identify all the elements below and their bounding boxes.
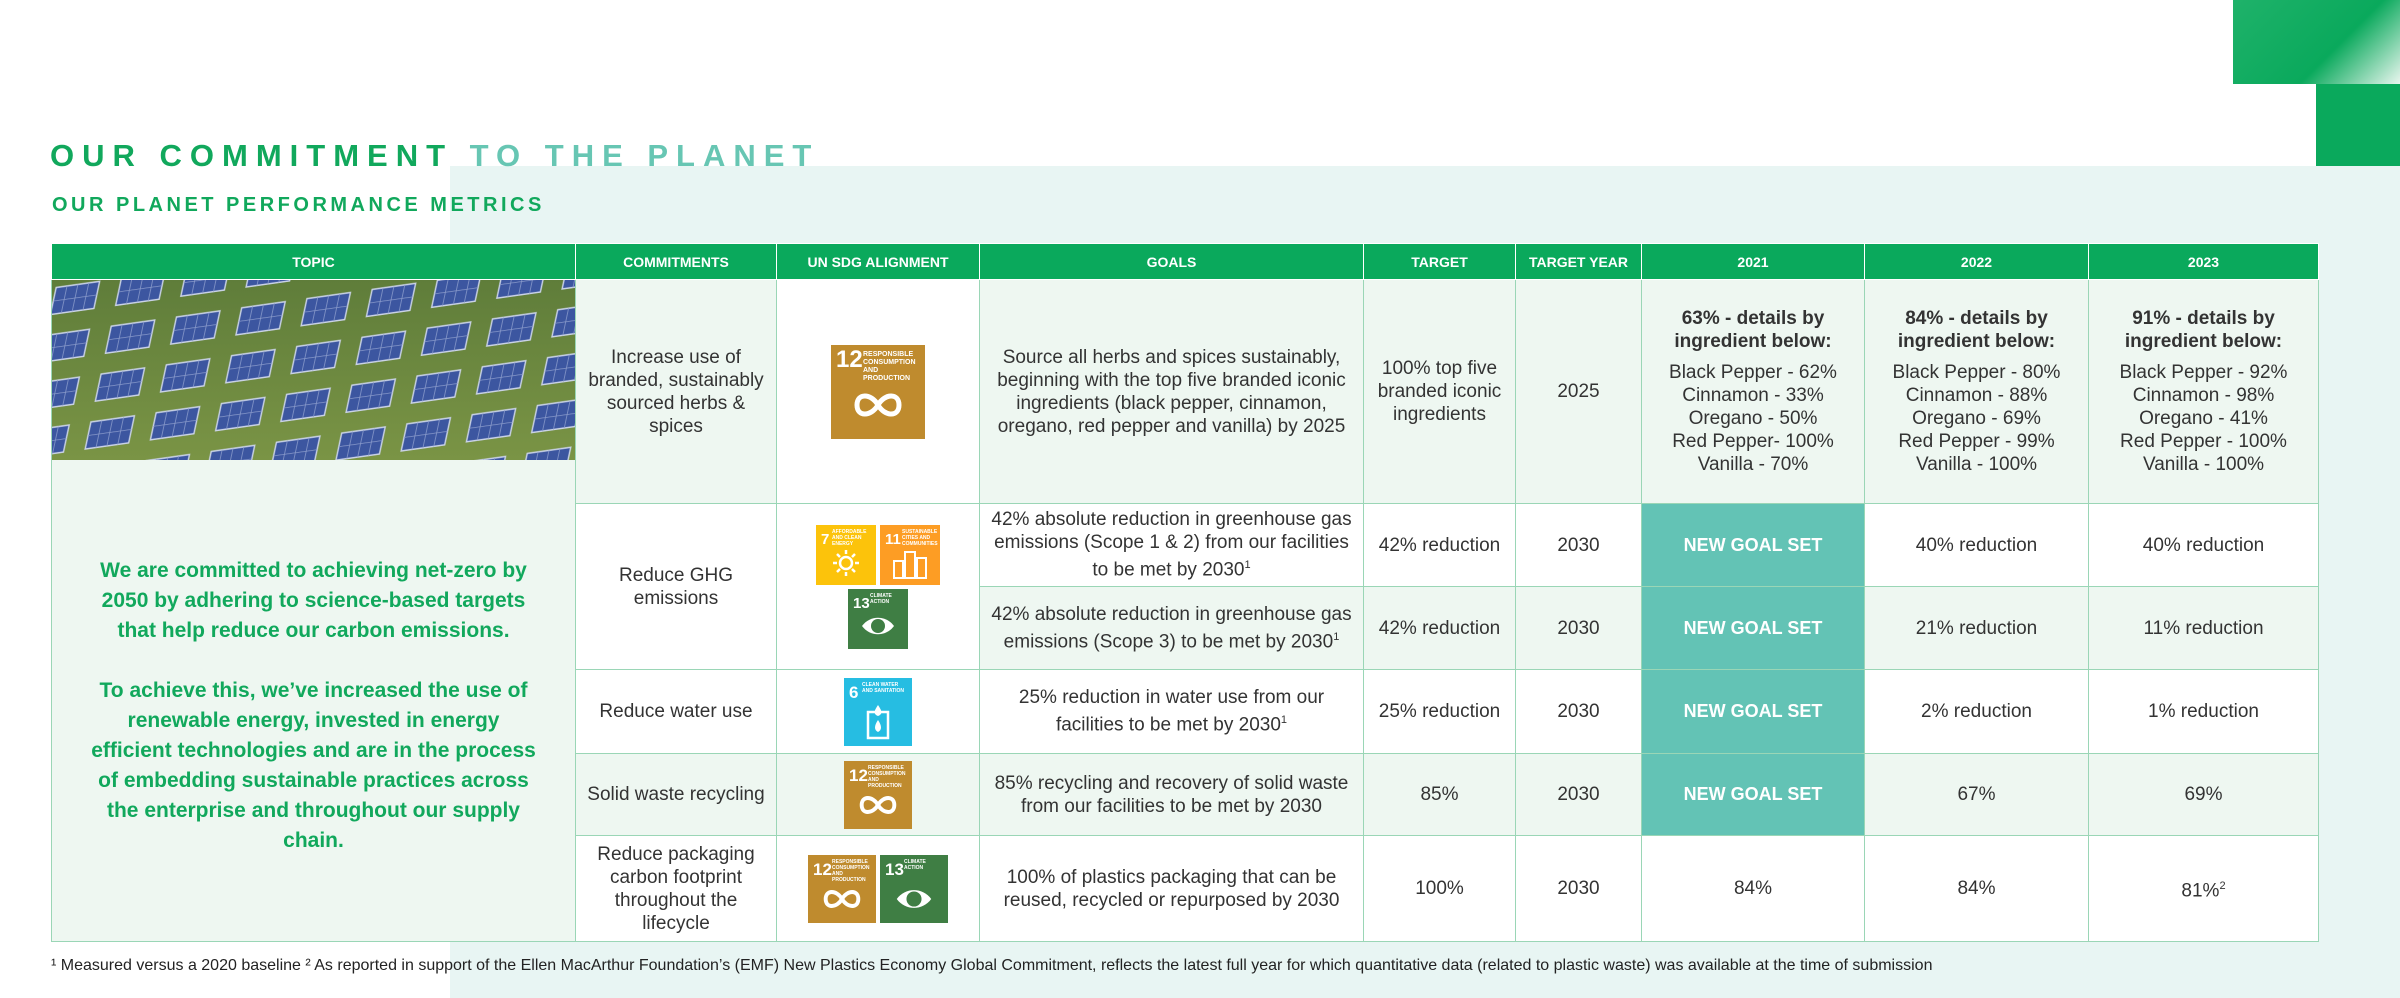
y2023-herbs — [2089, 280, 2319, 504]
sdg-cell-herbs — [777, 280, 980, 504]
target-ghg-scope3: 42% reduction — [1364, 587, 1516, 670]
infinity-icon — [853, 387, 903, 423]
sdg-icons-packaging — [785, 855, 971, 923]
year-waste: 2030 — [1516, 754, 1642, 836]
header-goals: GOALS — [980, 244, 1364, 280]
y2021-ghg-scope3: NEW GOAL SET — [1642, 587, 1865, 670]
list-item: Vanilla - 100% — [1915, 454, 2038, 475]
y2022-herbs — [1865, 280, 2089, 504]
topic-text-netzero: We are committed to achieving net-zero by 2050 by adhering to science-based targets that help reduce our carbon emissions. — [100, 559, 527, 642]
y2021-ghg-scope12: NEW GOAL SET — [1642, 504, 1865, 587]
y2021-packaging: 84% — [1642, 836, 1865, 942]
goal-ghg-scope3: 42% absolute reduction in greenhouse gas emissions (Scope 3) to be met by 2030$^1$ — [980, 587, 1364, 670]
sdg13-number: 13 — [853, 594, 870, 612]
list-item: Red Pepper- 100% — [1672, 431, 1834, 452]
y2021-waste: NEW GOAL SET — [1642, 754, 1865, 836]
goal-waste: 85% recycling and recovery of solid waste from our facilities to be met by 2030 — [980, 754, 1364, 836]
header-target-year: TARGET YEAR — [1516, 244, 1642, 280]
sdg12-label: RESPONSIBLE CONSUMPTION AND PRODUCTION — [863, 350, 916, 382]
year-ghg-scope12: 2030 — [1516, 504, 1642, 587]
list-item: Cinnamon - 98% — [2132, 385, 2275, 406]
y2023-ghg-scope12: 40% reduction — [2089, 504, 2319, 587]
header-sdg: UN SDG ALIGNMENT — [777, 244, 980, 280]
year-ghg-scope3: 2030 — [1516, 587, 1642, 670]
sdg-cell-waste — [777, 754, 980, 836]
topic-cell — [52, 280, 576, 942]
eye-globe-icon — [860, 613, 896, 639]
sdg13-icon — [848, 589, 908, 649]
list-item: Black Pepper - 62% — [1669, 362, 1837, 383]
y2022-ghg-scope3: 21% reduction — [1865, 587, 2089, 670]
year-herbs: 2025 — [1516, 280, 1642, 504]
y2023-waste: 69% — [2089, 754, 2319, 836]
sdg13-label: CLIMATE ACTION — [904, 858, 926, 871]
sdg12-icon — [831, 345, 925, 439]
sdg-icons-ghg-top — [816, 525, 940, 585]
year-packaging: 2030 — [1516, 836, 1642, 942]
sdg6-label: CLEAN WATER AND SANITATION — [862, 681, 905, 694]
page-subtitle: OUR PLANET PERFORMANCE METRICS — [52, 194, 545, 216]
header-target: TARGET — [1364, 244, 1516, 280]
target-packaging: 100% — [1364, 836, 1516, 942]
sdg12-icon — [808, 855, 876, 923]
solar-panels-image — [52, 280, 575, 460]
sdg6-icon — [844, 678, 912, 746]
target-waste: 85% — [1364, 754, 1516, 836]
infinity-icon — [822, 885, 862, 913]
sdg12-number: 12 — [836, 345, 863, 373]
commitment-water: Reduce water use — [576, 670, 777, 754]
sdg12-number: 12 — [813, 859, 832, 879]
corner-decoration-lower — [2316, 84, 2400, 166]
infinity-icon — [858, 791, 898, 819]
y2023-ghg-scope3: 11% reduction — [2089, 587, 2319, 670]
list-item: Cinnamon - 88% — [1905, 385, 2048, 406]
header-2023: 2023 — [2089, 244, 2319, 280]
sdg-icons-ghg — [785, 525, 971, 649]
sdg13-number: 13 — [885, 859, 904, 879]
sdg6-number: 6 — [849, 682, 859, 702]
y2021-herbs-head: 63% - details by ingredient below: — [1674, 308, 1832, 352]
list-item: Oregano - 50% — [1688, 408, 1818, 429]
list-item: Oregano - 69% — [1912, 408, 2041, 429]
corner-decoration — [2233, 0, 2400, 84]
sdg12-label: RESPONSIBLE CONSUMPTION AND PRODUCTION — [832, 858, 870, 883]
y2021-herbs — [1642, 280, 1865, 504]
sdg12-label: RESPONSIBLE CONSUMPTION AND PRODUCTION — [868, 764, 906, 789]
commitment-packaging: Reduce packaging carbon footprint throughout the lifecycle — [576, 836, 777, 942]
sdg11-icon — [880, 525, 940, 585]
footnote: ¹ Measured versus a 2020 baseline ² As reported in support of the Ellen MacArthur Foundation’s (EMF) New Plastics Economy Global Commitment, reflects the latest full year for which quantitative data (related to plastic waste) was available at the time of submission — [51, 957, 1933, 974]
sdg7-label: AFFORDABLE AND CLEAN ENERGY — [832, 528, 867, 547]
sdg11-label: SUSTAINABLE CITIES AND COMMUNITIES — [902, 528, 938, 547]
y2022-waste: 67% — [1865, 754, 2089, 836]
commitment-waste: Solid waste recycling — [576, 754, 777, 836]
goal-ghg-scope12: 42% absolute reduction in greenhouse gas emissions (Scope 1 & 2) from our facilities to be met by 2030$^1$ — [980, 504, 1364, 587]
list-item: Black Pepper - 92% — [2119, 362, 2288, 383]
water-drop-icon — [864, 702, 892, 740]
sdg-cell-packaging — [777, 836, 980, 942]
list-item: Oregano - 41% — [2139, 408, 2268, 429]
y2022-packaging: 84% — [1865, 836, 2089, 942]
header-commitments: COMMITMENTS — [576, 244, 777, 280]
sdg12-number: 12 — [849, 765, 868, 785]
y2021-water: NEW GOAL SET — [1642, 670, 1865, 754]
sdg11-number: 11 — [885, 530, 901, 548]
target-water: 25% reduction — [1364, 670, 1516, 754]
header-2021: 2021 — [1642, 244, 1865, 280]
header-2022: 2022 — [1865, 244, 2089, 280]
sdg-cell-water — [777, 670, 980, 754]
topic-description — [52, 460, 575, 856]
sdg7-icon — [816, 525, 876, 585]
sdg-cell-ghg — [777, 504, 980, 670]
list-item: Vanilla - 70% — [1697, 454, 1809, 475]
list-item: Cinnamon - 33% — [1682, 385, 1824, 406]
topic-text-renewable: To achieve this, we’ve increased the use of renewable energy, invested in energy efficient technologies and are in the process of embedding sustainable practices across the enterprise and throughout our supply chain. — [91, 679, 536, 852]
sdg12-icon — [844, 761, 912, 829]
y2023-herbs-head: 91% - details by ingredient below: — [2124, 308, 2283, 352]
planet-metrics-table — [51, 243, 2319, 942]
sdg7-number: 7 — [821, 530, 830, 548]
list-item: Vanilla - 100% — [2142, 454, 2265, 475]
y2022-ghg-scope12: 40% reduction — [1865, 504, 2089, 587]
sdg13-label: CLIMATE ACTION — [870, 592, 892, 605]
page-title: OUR COMMITMENT TO THE PLANET — [50, 138, 820, 173]
sun-icon — [832, 549, 860, 577]
y2023-packaging: 81%$^2$ — [2089, 836, 2319, 942]
y2022-water: 2% reduction — [1865, 670, 2089, 754]
city-icon — [892, 549, 928, 579]
list-item: Red Pepper - 100% — [2120, 431, 2287, 452]
target-herbs: 100% top five branded iconic ingredients — [1364, 280, 1516, 504]
commitment-ghg: Reduce GHG emissions — [576, 504, 777, 670]
y2022-herbs-head: 84% - details by ingredient below: — [1897, 308, 2056, 352]
table-header-row — [52, 244, 2319, 280]
target-ghg-scope12: 42% reduction — [1364, 504, 1516, 587]
list-item: Black Pepper - 80% — [1892, 362, 2061, 383]
commitment-herbs: Increase use of branded, sustainably sourced herbs & spices — [576, 280, 777, 504]
header-topic: TOPIC — [52, 244, 576, 280]
table-row-herbs — [52, 280, 2319, 504]
goal-herbs: Source all herbs and spices sustainably, beginning with the top five branded iconic ingredients (black pepper, cinnamon, oregano, red pepper and vanilla) by 2025 — [980, 280, 1364, 504]
goal-water: 25% reduction in water use from our facilities to be met by 2030$^1$ — [980, 670, 1364, 754]
year-water: 2030 — [1516, 670, 1642, 754]
sdg13-icon — [880, 855, 948, 923]
goal-packaging: 100% of plastics packaging that can be reused, recycled or repurposed by 2030 — [980, 836, 1364, 942]
y2023-water: 1% reduction — [2089, 670, 2319, 754]
list-item: Red Pepper - 99% — [1898, 431, 2055, 452]
eye-globe-icon — [894, 885, 934, 913]
